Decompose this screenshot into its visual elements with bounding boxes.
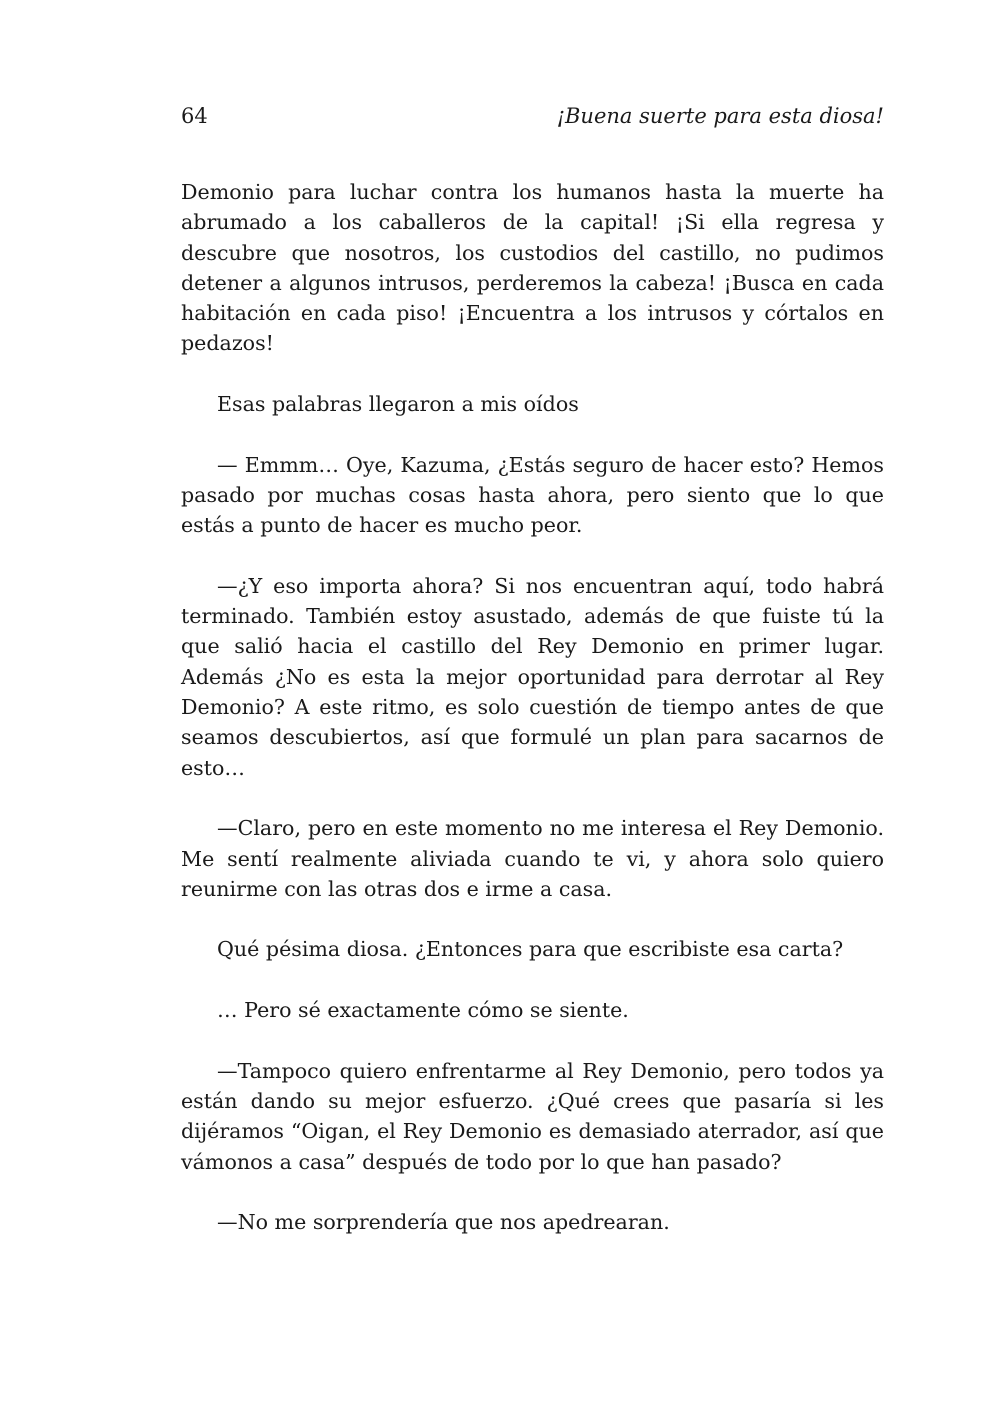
paragraph-dialogue: —Tampoco quiero enfrentarme al Rey Demonio, pero todos ya están dando su mejor esfuerzo. ¿Qué crees que pasaría si les dijéramos “Oigan, el Rey Demonio es demasiado aterrador, así que vámonos a casa” después de todo por lo que han pasado? xyxy=(181,1058,884,1174)
page-number: 64 xyxy=(181,104,208,128)
paragraph-dialogue: — Emmm… Oye, Kazuma, ¿Estás seguro de hacer esto? Hemos pasado por muchas cosas hasta ahora, pero siento que lo que estás a punto de hacer es mucho peor. xyxy=(181,452,884,538)
paragraph-dialogue: —¿Y eso importa ahora? Si nos encuentran aquí, todo habrá terminado. También estoy asustado, además de que fuiste tú la que salió hacia el castillo del Rey Demonio en primer lugar. Además ¿No es esta la mejor oportunidad para derrotar al Rey Demonio? A este ritmo, es solo cuestión de tiempo antes de que seamos descubiertos, así que formulé un plan para sacarnos de esto… xyxy=(181,573,884,780)
page-body xyxy=(181,177,884,1237)
paragraph: … Pero sé exactamente cómo se siente. xyxy=(217,998,629,1023)
paragraph-dialogue: —Claro, pero en este momento no me interesa el Rey Demonio. Me sentí realmente aliviada cuando te vi, y ahora solo quiero reunirme con las otras dos e irme a casa. xyxy=(181,816,884,901)
paragraph: Esas palabras llegaron a mis oídos xyxy=(217,392,579,417)
running-title: ¡Buena suerte para esta diosa! xyxy=(556,104,884,128)
page-header xyxy=(181,100,884,136)
paragraph: Qué pésima diosa. ¿Entonces para que escribiste esa carta? xyxy=(217,937,844,962)
paragraph-continuation: Demonio para luchar contra los humanos hasta la muerte ha abrumado a los caballeros de la capital! ¡Si ella regresa y descubre que nosotros, los custodios del castillo, no pudimos detener a algunos intrusos, perderemos la cabeza! ¡Busca en cada habitación en cada piso! ¡Encuentra a los intrusos y córtalos en pedazos! xyxy=(181,180,884,356)
paragraph-dialogue: —No me sorprendería que nos apedrearan. xyxy=(217,1210,670,1235)
book-page xyxy=(181,100,884,1268)
